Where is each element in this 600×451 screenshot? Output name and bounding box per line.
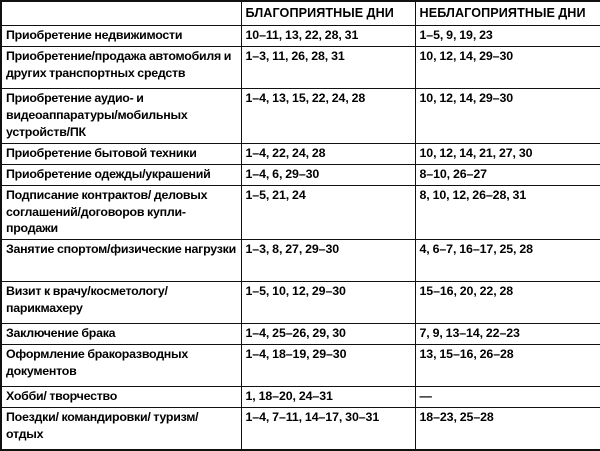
unfavorable-days-cell: 4, 6–7, 16–17, 25, 28 <box>415 240 600 282</box>
favorable-days-cell: 1–4, 6, 29–30 <box>241 164 415 185</box>
unfavorable-days-cell: 8–10, 26–27 <box>415 164 600 185</box>
table-row <box>1 185 600 240</box>
table-row <box>1 89 600 144</box>
activity-cell: Визит к врачу/косметологу/ парикмахеру <box>1 282 241 324</box>
table-row <box>1 164 600 185</box>
favorable-days-cell: 1–4, 13, 15, 22, 24, 28 <box>241 89 415 144</box>
activity-cell: Хобби/ творчество <box>1 387 241 408</box>
favorable-days-cell: 10–11, 13, 22, 28, 31 <box>241 26 415 47</box>
activity-cell: Приобретение одежды/украшений <box>1 164 241 185</box>
activity-cell: Поездки/ командировки/ туризм/ отдых <box>1 408 241 451</box>
column-header-unfavorable-days: НЕБЛАГОПРИЯТНЫЕ ДНИ <box>415 1 600 26</box>
column-header-activity <box>1 1 241 26</box>
favorable-days-cell: 1–3, 8, 27, 29–30 <box>241 240 415 282</box>
favorable-days-cell: 1–4, 18–19, 29–30 <box>241 345 415 387</box>
favorable-days-cell: 1–3, 11, 26, 28, 31 <box>241 47 415 89</box>
table-header <box>1 1 600 26</box>
header-row <box>1 1 600 26</box>
favorable-days-cell: 1, 18–20, 24–31 <box>241 387 415 408</box>
table-row <box>1 240 600 282</box>
table-row <box>1 26 600 47</box>
activity-cell: Приобретение/продажа автомобиля и других транспортных средств <box>1 47 241 89</box>
favorable-days-cell: 1–4, 22, 24, 28 <box>241 143 415 164</box>
table-row <box>1 345 600 387</box>
table-row <box>1 324 600 345</box>
activity-cell: Занятие спортом/физические нагрузки <box>1 240 241 282</box>
activity-cell: Приобретение аудио- и видеоаппаратуры/мобильных устройств/ПК <box>1 89 241 144</box>
unfavorable-days-cell: 10, 12, 14, 29–30 <box>415 89 600 144</box>
table-row <box>1 143 600 164</box>
activity-cell: Подписание контрактов/ деловых соглашений/договоров купли-продажи <box>1 185 241 240</box>
activity-cell: Заключение брака <box>1 324 241 345</box>
unfavorable-days-cell: 18–23, 25–28 <box>415 408 600 451</box>
favorable-days-cell: 1–5, 21, 24 <box>241 185 415 240</box>
unfavorable-days-cell: 8, 10, 12, 26–28, 31 <box>415 185 600 240</box>
favorable-days-cell: 1–5, 10, 12, 29–30 <box>241 282 415 324</box>
favorable-days-cell: 1–4, 25–26, 29, 30 <box>241 324 415 345</box>
unfavorable-days-cell: 7, 9, 13–14, 22–23 <box>415 324 600 345</box>
table-row <box>1 408 600 451</box>
unfavorable-days-cell: — <box>415 387 600 408</box>
column-header-favorable-days: БЛАГОПРИЯТНЫЕ ДНИ <box>241 1 415 26</box>
unfavorable-days-cell: 10, 12, 14, 21, 27, 30 <box>415 143 600 164</box>
activity-cell: Оформление бракоразводных документов <box>1 345 241 387</box>
favorable-days-cell: 1–4, 7–11, 14–17, 30–31 <box>241 408 415 451</box>
unfavorable-days-cell: 15–16, 20, 22, 28 <box>415 282 600 324</box>
table-row <box>1 47 600 89</box>
unfavorable-days-cell: 1–5, 9, 19, 23 <box>415 26 600 47</box>
table-row <box>1 387 600 408</box>
unfavorable-days-cell: 10, 12, 14, 29–30 <box>415 47 600 89</box>
table-row <box>1 282 600 324</box>
activity-cell: Приобретение бытовой техники <box>1 143 241 164</box>
activity-cell: Приобретение недвижимости <box>1 26 241 47</box>
table-body <box>1 26 600 451</box>
unfavorable-days-cell: 13, 15–16, 26–28 <box>415 345 600 387</box>
